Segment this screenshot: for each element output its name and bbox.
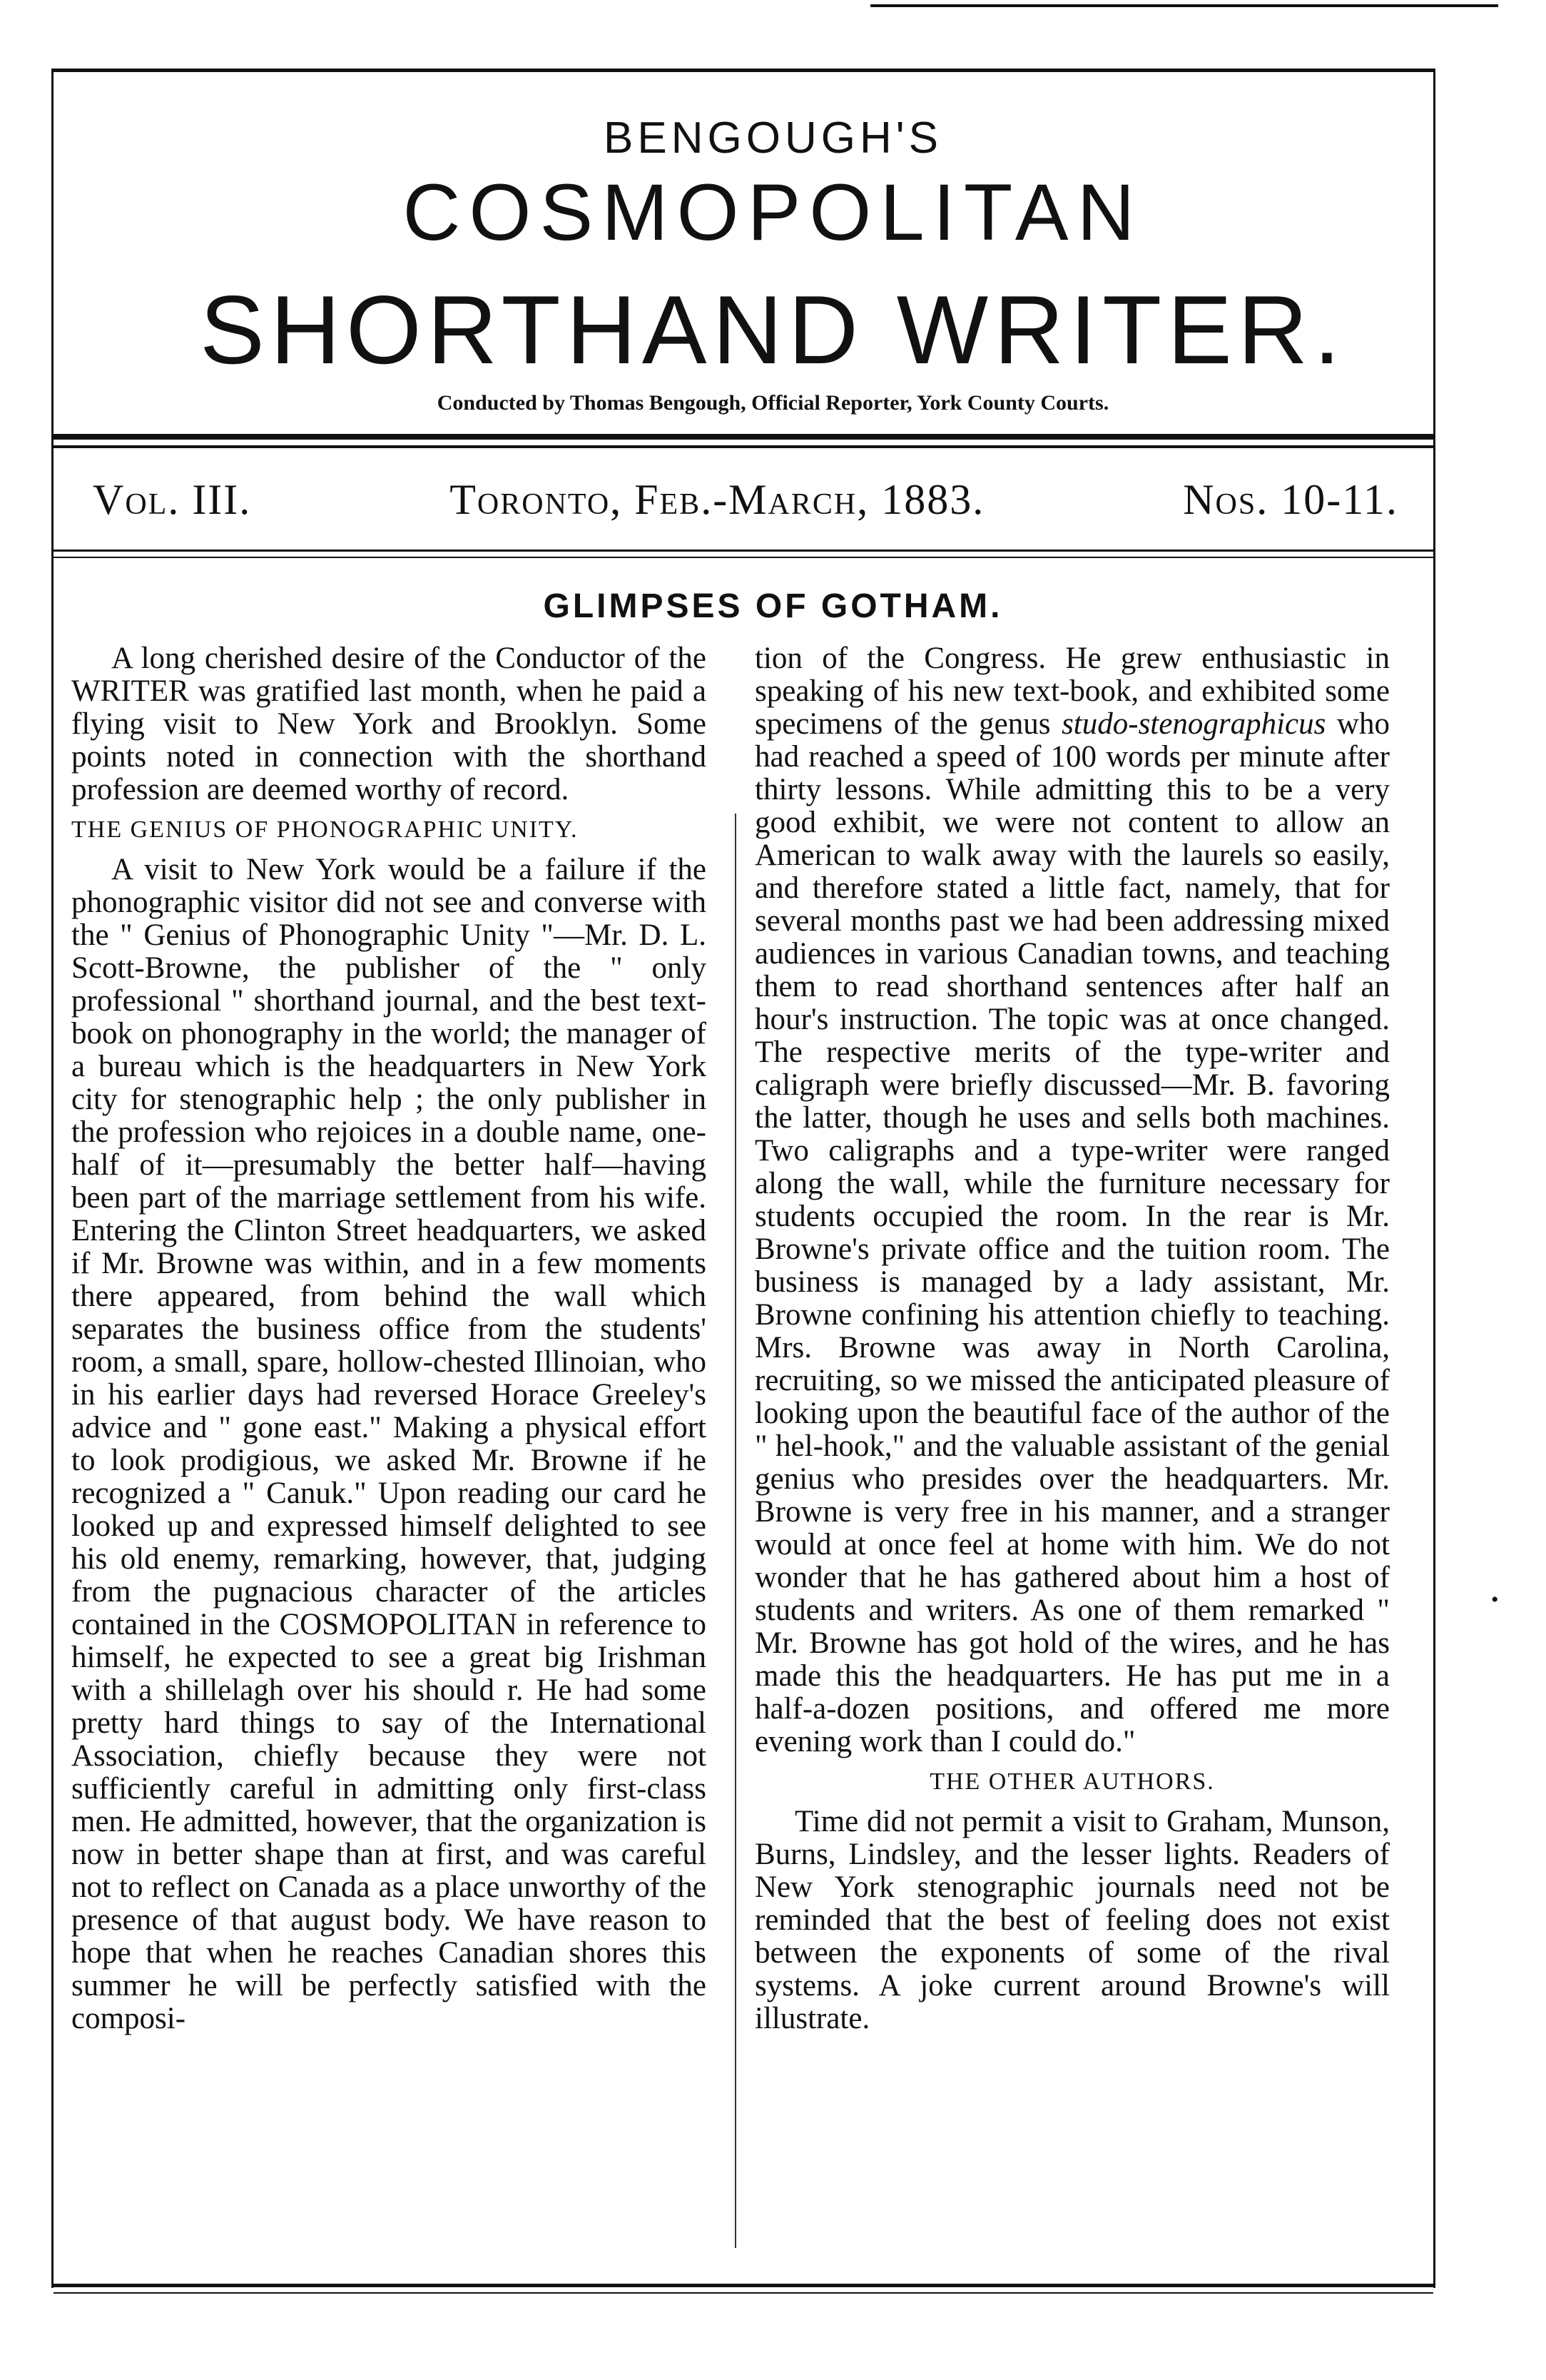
conducted-by-line: Conducted by Thomas Bengough, Official Reporter, York County Courts. (437, 391, 1109, 415)
volume-number: Vol. III. (93, 475, 252, 523)
issue-numbers: Nos. 10-11. (1183, 475, 1398, 523)
margin-mark-icon: • (1491, 1588, 1499, 1611)
issue-rule-lower (54, 557, 1433, 558)
continuation-paragraph (755, 642, 1390, 1758)
column-divider (735, 814, 736, 2248)
other-authors-paragraph: Time did not permit a visit to Graham, Munson, Burns, Lindsley, and the lesser lights. Readers of New York stenographic journals need not be reminded that the best of feeling does not exist between the exponents of some of the rival systems. A joke current around Browne's will illustrate. (755, 1805, 1390, 2035)
frame-top-rule (51, 69, 1435, 72)
masthead-cosmopolitan: COSMOPOLITAN (402, 168, 1144, 257)
article-title: GLIMPSES OF GOTHAM. (543, 587, 1003, 625)
section-heading-genius: THE GENIUS OF PHONOGRAPHIC UNITY. (71, 816, 579, 843)
intro-paragraph: A long cherished desire of the Conductor of the WRITER was gratified last month, when he paid a flying visit to New York and Brooklyn. Some points noted in connection with the shorthand profession are deemed worthy of record. (71, 642, 706, 806)
issue-rule-upper (54, 550, 1433, 552)
masthead-shorthand-writer: SHORTHAND WRITER. (200, 275, 1346, 384)
right-column (755, 642, 1390, 2035)
masthead-rule-thin (54, 445, 1433, 448)
continuation-text-b: who had reached a speed of 100 words per minute after thirty lessons. While admitting this to be a very good exhibit, we were not content to allow an American to walk away with the laurels so easily, and therefore stated a little fact, namely, that for several months past we had been addressing mixed audiences in various Canadian towns, and teaching them to read shorthand sentences after half an hour's instruction. The topic was at once changed. The respective merits of the type-writer and caligraph were briefly discussed—Mr. B. favoring the latter, though he uses and sells both machines. Two caligraphs and a type-writer were ranged along the wall, while the furniture necessary for students occupied the room. In the rear is Mr. Browne's private office and the tuition room. The business is managed by a lady assistant, Mr. Browne confining his attention chiefly to teaching. Mrs. Browne was away in North Carolina, recruiting, so we missed the anticipated pleasure of looking upon the beautiful face of the author of the " hel-hook," and the valuable assistant of the genial genius who presides over the headquarters. Mr. Browne is very free in his manner, and a stranger would at once feel at home with him. We do not wonder that he has gathered about him a host of students and writers. As one of them remarked " Mr. Browne has got hold of the wires, and he has made this the headquarters. He has put me in a half-a-dozen positions, and offered me more evening work than I could do." (755, 707, 1390, 1758)
continuation-text-a: tion of the Congress. He grew enthusiastic in speaking of his new text-book, and exhibited some specimens of the genus (755, 642, 1390, 741)
masthead-rule-thick (54, 434, 1433, 440)
bottom-rule-thick (54, 2284, 1433, 2287)
bottom-rule-thin (54, 2292, 1433, 2294)
issue-line (93, 471, 1398, 528)
genus-name: studo-stenographicus (1062, 707, 1326, 741)
place-and-date: Toronto, Feb.-March, 1883. (449, 475, 985, 523)
top-edge-rule (870, 4, 1498, 7)
left-column (71, 642, 706, 2035)
genius-paragraph: A visit to New York would be a failure if the phonographic visitor did not see and converse with the " Genius of Phonographic Unity "—Mr. D. L. Scott-Browne, the publisher of the " only professional " shorthand journal, and the best text-book on phonography in the world; the manager of a bureau which is the headquarters in New York city for stenographic help ; the only publisher in the profession who rejoices in a double name, one-half of it—presumably the better half—having been part of the marriage settlement from his wife. Entering the Clinton Street headquarters, we asked if Mr. Browne was within, and in a few moments there appeared, from behind the wall which separates the business office from the students' room, a small, spare, hollow-chested Illinoian, who in his earlier days had reversed Horace Greeley's advice and " gone east." Making a physical effort to look prodigious, we asked Mr. Browne if he recognized a " Canuk." Upon reading our card he looked up and expressed himself delighted to see his old enemy, remarking, however, that, judging from the pugnacious character of the articles contained in the COSMOPOLITAN in reference to himself, he expected to see a great big Irishman with a shillelagh over his should r. He had some pretty hard things to say of the International Association, chiefly because they were not sufficiently careful in admitting only first-class men. He admitted, however, that the organization is now in better shape than at first, and was careful not to reflect on Canada as a place unworthy of the presence of that august body. We have reason to hope that when he reaches Canadian shores this summer he will be perfectly satisfied with the composi- (71, 853, 706, 2035)
masthead-possessive: BENGOUGH'S (604, 113, 942, 163)
section-heading-other-authors: THE OTHER AUTHORS. (930, 1768, 1215, 1795)
